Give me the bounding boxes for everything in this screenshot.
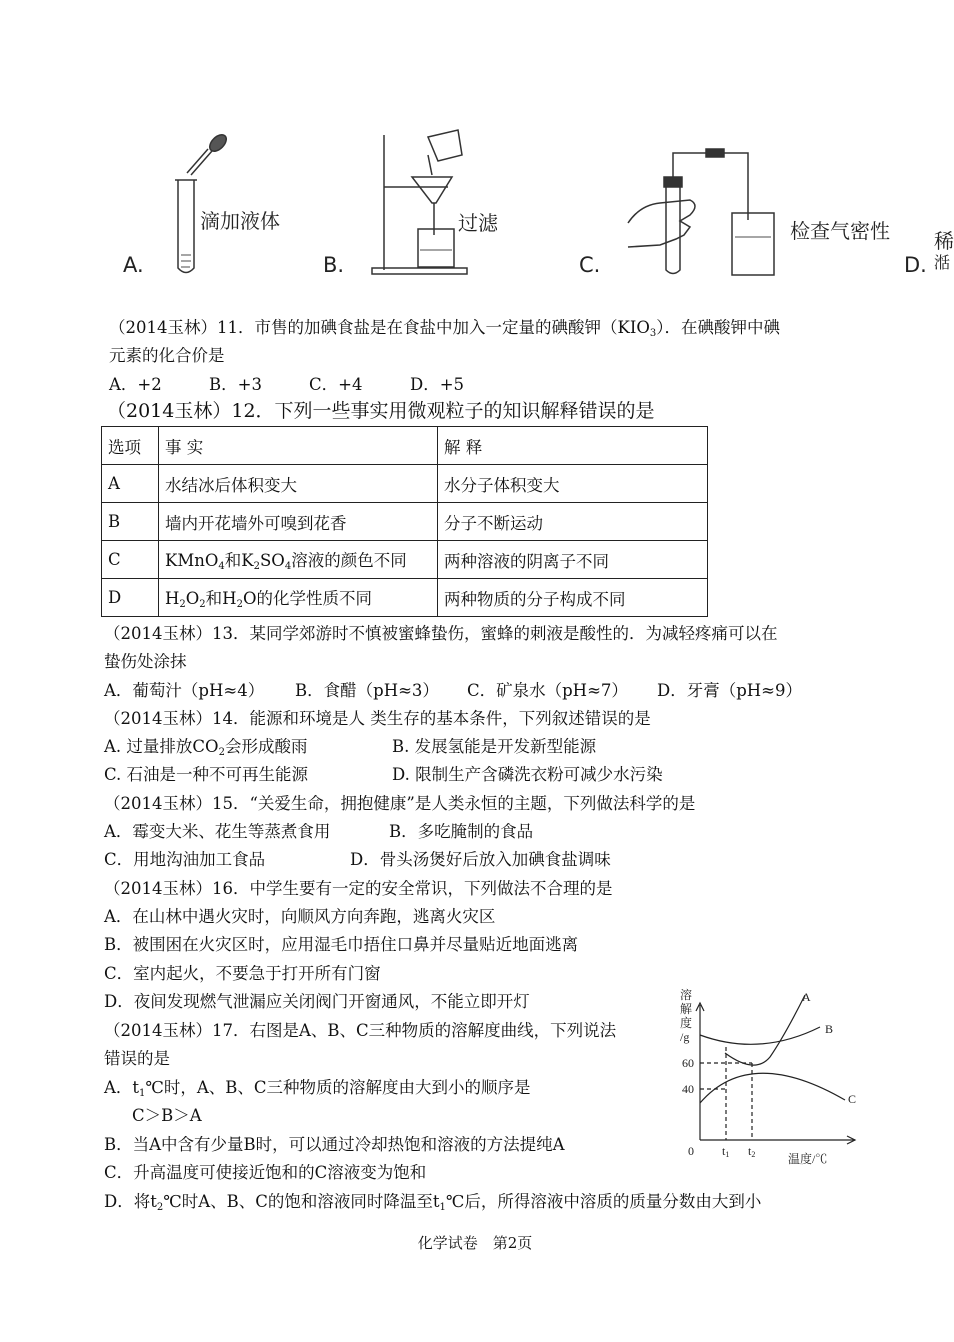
- table-header-row: [102, 427, 708, 465]
- y-tick-40: 40: [682, 1082, 694, 1096]
- figure-text-c: 检查气密性: [790, 219, 890, 243]
- q11-option-c: C．+4: [309, 375, 363, 394]
- x-axis-label: 温度/℃: [788, 1152, 828, 1166]
- figure-text-d2: 湉: [934, 253, 951, 272]
- curve-c: [700, 1073, 845, 1103]
- table-row: [102, 579, 708, 617]
- dropper-tube-drawing: [175, 132, 229, 273]
- q15-option-b: B．多吃腌制的食品: [389, 822, 534, 841]
- q16-option-c: C．室内起火，不要急于打开所有门窗: [104, 964, 381, 983]
- figure-text-b: 过滤: [458, 211, 498, 235]
- row-b-option: B: [102, 503, 159, 541]
- y-label-1: 溶: [680, 988, 693, 1002]
- q17-option-a-cont: C＞B＞A: [132, 1106, 202, 1125]
- q13-option-c: C．矿泉水（pH≈7）: [467, 681, 628, 700]
- y-label-2: 解: [680, 1002, 693, 1016]
- q17-option-c: C．升高温度可使接近饱和的C溶液变为饱和: [104, 1163, 427, 1182]
- q12-table: [101, 426, 708, 617]
- figure-text-a: 滴加液体: [200, 209, 280, 233]
- row-b-fact: 墙内开花墙外可嗅到花香: [159, 503, 438, 541]
- q16-option-a: A．在山林中遇火灾时，向顺风方向奔跑，逃离火灾区: [104, 907, 496, 926]
- q11-line2: 元素的化合价是: [109, 346, 225, 365]
- figure-label-d: D.: [904, 253, 927, 277]
- q17-line2: 错误的是: [104, 1049, 170, 1068]
- solubility-chart: [670, 985, 870, 1175]
- q13-option-d: D．牙膏（pH≈9）: [657, 681, 803, 700]
- q17-option-b: B．当A中含有少量B时，可以通过冷却热饱和溶液的方法提纯A: [104, 1135, 565, 1154]
- row-c-fact: KMnO$_4$和$K_2SO_4$溶液的颜色不同: [159, 541, 438, 579]
- row-a-explain: 水分子体积变大: [438, 465, 708, 503]
- row-c-explain: 两种溶液的阴离子不同: [438, 541, 708, 579]
- q11-line1: （2014玉林）11．市售的加碘食盐是在食盐中加入一定量的碘酸钾$(KIO_3)$．在碘酸钾中碘: [109, 318, 780, 339]
- q14-option-c: C. 石油是一种不可再生能源: [104, 765, 309, 784]
- figure-label-a: A.: [123, 253, 144, 277]
- page-footer: 化学试卷 第2页: [417, 1234, 533, 1252]
- x-tick-t2: t2: [748, 1144, 756, 1159]
- q17-option-a: A．$t_1℃$时，A、B、C三种物质的溶解度由大到小的顺序是: [104, 1078, 531, 1099]
- q14-option-d: D. 限制生产含磷洗衣粉可减少水污染: [392, 765, 663, 784]
- q14-title: （2014玉林）14．能源和环境是人 类生存的基本条件，下列叙述错误的是: [104, 709, 651, 728]
- y-label-4: /g: [680, 1030, 690, 1044]
- q15-option-d: D．骨头汤煲好后放入加碘食盐调味: [350, 850, 611, 869]
- header-option: 选项: [102, 427, 159, 465]
- q14-option-b: B. 发展氢能是开发新型能源: [392, 737, 597, 756]
- q15-title: （2014玉林）15．“关爱生命，拥抱健康”是人类永恒的主题，下列做法科学的是: [104, 794, 696, 813]
- q13-line2: 蛰伤处涂抹: [104, 652, 187, 671]
- q13-option-b: B．食醋（pH≈3）: [295, 681, 439, 700]
- table-row: [102, 541, 708, 579]
- x-tick-t1: t1: [722, 1144, 730, 1159]
- q11-option-d: D．+5: [410, 375, 465, 394]
- airtightness-drawing: [628, 149, 774, 275]
- row-d-explain: 两种物质的分子构成不同: [438, 579, 708, 617]
- row-b-explain: 分子不断运动: [438, 503, 708, 541]
- q13-line1: （2014玉林）13．某同学郊游时不慎被蜜蜂蛰伤，蜜蜂的刺液是酸性的．为减轻疼痛可以在: [104, 624, 778, 643]
- curve-label-a: A: [802, 990, 811, 1004]
- q13-option-a: A．葡萄汁（pH≈4）: [104, 681, 265, 700]
- curve-label-b: B: [825, 1022, 834, 1036]
- q16-title: （2014玉林）16．中学生要有一定的安全常识，下列做法不合理的是: [104, 879, 613, 898]
- q11-option-a: A．+2: [109, 375, 162, 394]
- curve-label-c: C: [848, 1092, 857, 1106]
- table-row: [102, 503, 708, 541]
- filter-stand-drawing: [372, 130, 467, 274]
- q11-option-b: B．+3: [209, 375, 262, 394]
- header-explain: 解 释: [438, 427, 708, 465]
- y-tick-60: 60: [682, 1056, 694, 1070]
- origin-label: 0: [688, 1144, 694, 1158]
- row-d-option: D: [102, 579, 159, 617]
- row-a-option: A: [102, 465, 159, 503]
- row-d-fact: $H_2O_2$和$H_2O$的化学性质不同: [159, 579, 438, 617]
- q17-line1: （2014玉林）17．右图是A、B、C三种物质的溶解度曲线，下列说法: [104, 1021, 617, 1040]
- curve-b: [700, 1027, 820, 1044]
- header-fact: 事 实: [159, 427, 438, 465]
- q15-option-c: C．用地沟油加工食品: [104, 850, 266, 869]
- q16-option-d: D．夜间发现燃气泄漏应关闭阀门开窗通风，不能立即开灯: [104, 992, 530, 1011]
- q15-option-a: A．霉变大米、花生等蒸煮食用: [104, 822, 331, 841]
- q16-option-b: B．被围困在火灾区时，应用湿毛巾捂住口鼻并尽量贴近地面逃离: [104, 935, 579, 954]
- q12-title: （2014玉林）12．下列一些事实用微观粒子的知识解释错误的是: [107, 400, 655, 422]
- curve-a: [725, 995, 805, 1065]
- figure-text-d1: 稀: [934, 229, 954, 253]
- q17-option-d: D．将$t_2℃$时A、B、C的饱和溶液同时降温至$t_1℃$后，所得溶液中溶质的质量分数由大到小: [104, 1192, 762, 1213]
- row-a-fact: 水结冰后体积变大: [159, 465, 438, 503]
- y-label-3: 度: [680, 1016, 693, 1030]
- figure-label-c: C.: [579, 253, 601, 277]
- figure-label-b: B.: [323, 253, 345, 277]
- row-c-option: C: [102, 541, 159, 579]
- table-row: [102, 465, 708, 503]
- q14-option-a: A. 过量排放$CO_2$会形成酸雨: [104, 737, 308, 758]
